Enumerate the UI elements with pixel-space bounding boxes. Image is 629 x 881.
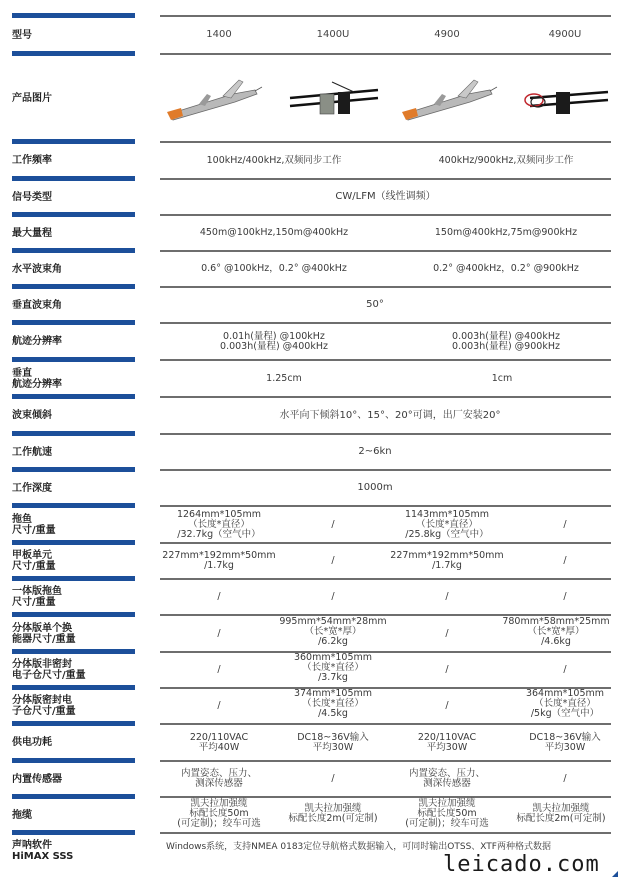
row-label-vres: 垂直 航迹分辨率 [12, 367, 62, 390]
row-label-sealed: 分体版密封电 子仓尺寸/重量 [12, 695, 76, 717]
frequency-1400: 100kHz/400kHz,双频同步工作 [206, 154, 342, 166]
deck-4900: 227mm*192mm*50mm /1.7kg [390, 550, 504, 571]
nonsealed-4900: / [445, 664, 449, 675]
sensor-1400: 内置姿态、压力、 测深传感器 [180, 768, 257, 789]
vres-4900: 1cm [491, 372, 513, 384]
row-label-integrated: 一体版拖鱼 尺寸/重量 [12, 586, 62, 608]
integrated-1400u: / [331, 591, 335, 602]
model-1400: 1400 [206, 29, 232, 40]
depth-all: 1000m [357, 482, 393, 493]
vbeam-all: 50° [366, 299, 384, 310]
row-label-vbeam: 垂直波束角 [12, 299, 62, 311]
row-label-cable: 拖缆 [12, 809, 32, 821]
deck-4900u: / [563, 555, 567, 566]
hbeam-1400: 0.6° @100kHz，0.2° @400kHz [201, 263, 347, 274]
row-label-frequency: 工作频率 [12, 155, 52, 166]
row-label-power: 供电功耗 [12, 737, 52, 748]
sealed-1400: / [217, 700, 221, 711]
transducer-4900u-image [520, 82, 610, 118]
frequency-4900: 400kHz/900kHz,双频同步工作 [438, 154, 574, 166]
transducer-4900u: 780mm*58mm*25mm （长*宽*厚） /4.6kg [502, 615, 610, 647]
row-label-deck: 甲板单元 尺寸/重量 [12, 550, 56, 572]
row-label-tilt: 波束倾斜 [12, 410, 52, 421]
hbeam-4900: 0.2° @400kHz，0.2° @900kHz [433, 263, 579, 274]
deck-1400u: / [331, 555, 335, 566]
sealed-4900u: 364mm*105mm （长度*直径） /5kg（空气中） [525, 688, 605, 719]
row-label-speed: 工作航速 [12, 446, 52, 458]
sensor-4900u: / [563, 773, 567, 784]
range-4900: 150m@400kHz,75m@900kHz [434, 227, 578, 238]
sealed-4900: / [445, 700, 449, 711]
sealed-1400u: 374mm*105mm （长度*直径） /4.5kg [293, 688, 373, 719]
deck-1400: 227mm*192mm*50mm /1.7kg [162, 550, 276, 571]
row-label-image: 产品图片 [12, 92, 52, 104]
row-label-software: 声呐软件 HiMAX SSS [12, 840, 74, 862]
cable-1400: 凯夫拉加强缆 标配长度50m (可定制)；绞车可选 [177, 797, 261, 829]
towfish-4900: 1143mm*105mm （长度*直径） /25.8kg（空气中） [404, 508, 490, 540]
software-desc: Windows系统，支持NMEA 0183定位导航格式数据输入，可同时输出OTSS、XTF两种格式数据 [166, 842, 551, 852]
towfish-1400u: / [331, 518, 335, 530]
integrated-1400: / [217, 591, 221, 602]
sensor-1400u: / [331, 773, 335, 784]
model-1400u: 1400U [316, 29, 350, 40]
row-label-signal: 信号类型 [12, 191, 52, 203]
cable-4900u: 凯夫拉加强缆 标配长度2m(可定制) [516, 802, 606, 824]
nonsealed-4900u: / [563, 664, 567, 675]
watermark-mark [612, 871, 618, 877]
row-label-sensor: 内置传感器 [12, 773, 62, 785]
vres-1400: 1.25cm [266, 372, 302, 384]
row-label-hbeam: 水平波束角 [12, 263, 62, 275]
model-4900u: 4900U [548, 29, 582, 40]
row-label-nonsealed: 分体版非密封 电子仓尺寸/重量 [12, 659, 86, 681]
nonsealed-1400: / [217, 664, 221, 675]
transducer-1400u-image [288, 80, 383, 120]
row-label-depth: 工作深度 [12, 482, 52, 494]
power-4900: 220/110VAC 平均30W [417, 731, 477, 753]
along-res-1400: 0.01h(量程) @100kHz 0.003h(量程) @400kHz [220, 330, 328, 352]
towfish-1400-image [163, 74, 263, 124]
power-4900u: DC18~36V输入 平均30W [529, 731, 601, 753]
range-1400: 450m@100kHz,150m@400kHz [199, 227, 349, 238]
nonsealed-1400u: 360mm*105mm （长度*直径） /3.7kg [293, 652, 373, 683]
transducer-1400: / [217, 627, 221, 639]
row-label-model: 型号 [12, 29, 32, 41]
towfish-4900u: / [563, 518, 567, 530]
along-res-4900: 0.003h(量程) @400kHz 0.003h(量程) @900kHz [452, 330, 560, 352]
model-4900: 4900 [434, 29, 460, 40]
cable-1400u: 凯夫拉加强缆 标配长度2m(可定制) [288, 802, 378, 824]
integrated-4900: / [445, 591, 449, 602]
tilt-all: 水平向下倾斜10°、15°、20°可调，出厂安装20° [279, 409, 501, 421]
row-label-range: 最大量程 [12, 227, 52, 239]
power-1400u: DC18~36V输入 平均30W [297, 731, 369, 753]
row-label-transducer: 分体版单个换 能器尺寸/重量 [12, 622, 76, 645]
watermark: leicado.com [443, 852, 600, 877]
row-label-along-res: 航迹分辨率 [12, 336, 62, 347]
integrated-4900u: / [563, 591, 567, 602]
sensor-4900: 内置姿态、压力、 测深传感器 [408, 768, 485, 789]
transducer-1400u: 995mm*54mm*28mm （长*宽*厚） /6.2kg [279, 615, 387, 647]
transducer-4900: / [445, 627, 449, 639]
speed-all: 2~6kn [358, 446, 392, 457]
cable-4900: 凯夫拉加强缆 标配长度50m (可定制)；绞车可选 [405, 797, 489, 829]
towfish-1400: 1264mm*105mm （长度*直径） /32.7kg（空气中） [176, 508, 262, 540]
row-label-towfish: 拖鱼 尺寸/重量 [12, 513, 56, 536]
signal-type: CW/LFM（线性调频） [335, 191, 436, 202]
power-1400: 220/110VAC 平均40W [189, 731, 249, 753]
towfish-4900-image [398, 74, 498, 124]
